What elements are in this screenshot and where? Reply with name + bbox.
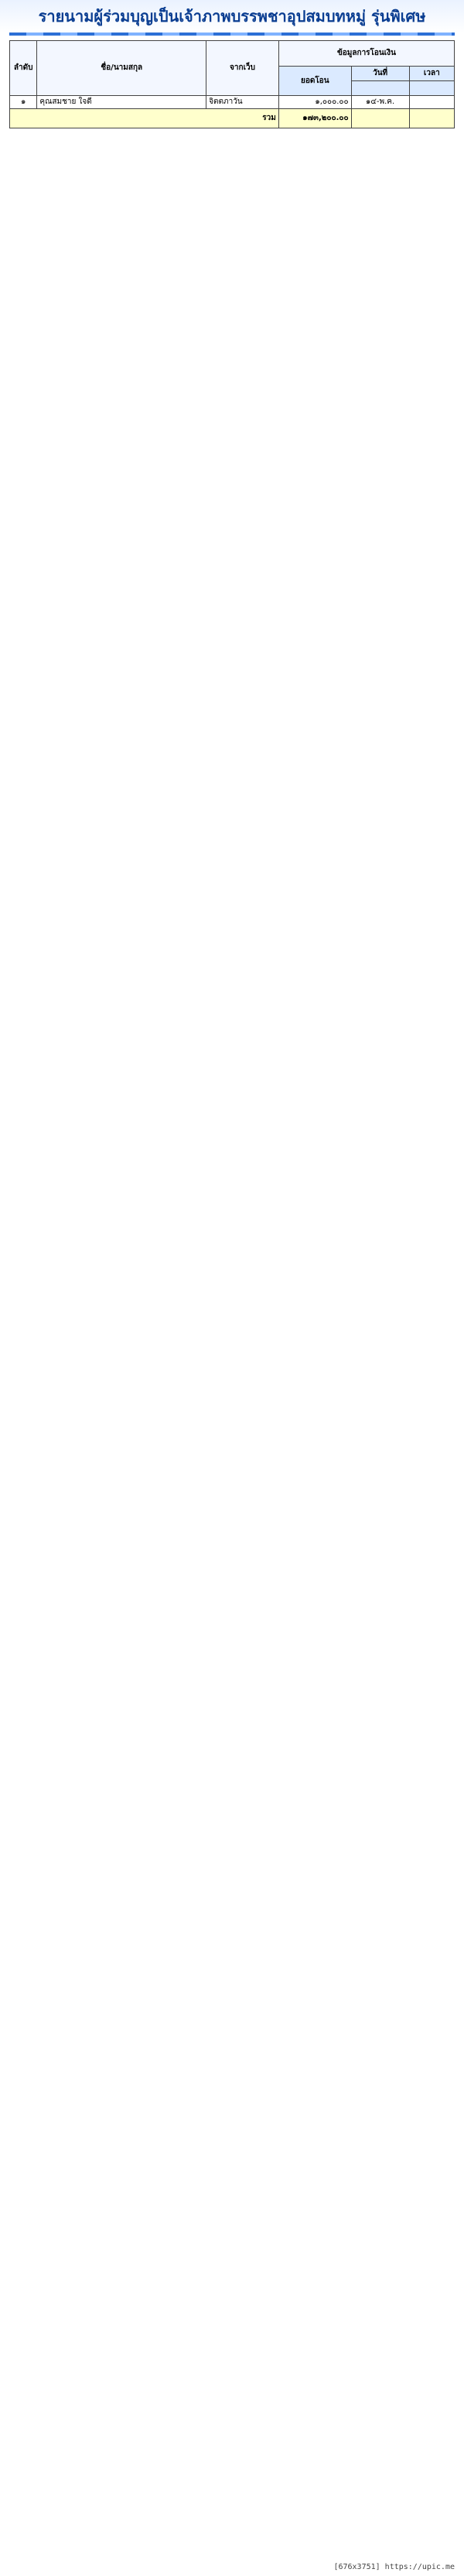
header-row-1 xyxy=(10,41,455,67)
col-header-date: วันที่ xyxy=(351,67,409,81)
table-wrapper xyxy=(0,36,464,128)
col-header-time-sub xyxy=(409,81,454,96)
col-header-amount: ยอดโอน xyxy=(278,67,351,96)
col-header-from: จากเว็บ xyxy=(206,41,279,96)
cell-date: ๑๔-พ.ค. xyxy=(351,96,409,109)
cell-from: จิตตภาวัน xyxy=(206,96,279,109)
total-time-cell xyxy=(409,109,454,128)
table-body xyxy=(10,96,455,109)
cell-time xyxy=(409,96,454,109)
cell-no: ๑ xyxy=(10,96,37,109)
cell-amount: ๑,๐๐๐.๐๐ xyxy=(278,96,351,109)
col-header-group: ข้อมูลการโอนเงิน xyxy=(278,41,454,67)
cell-name: คุณสมชาย ใจดี xyxy=(37,96,206,109)
donor-table xyxy=(9,40,455,128)
total-row xyxy=(10,109,455,128)
total-label: รวม xyxy=(10,109,279,128)
col-header-date-sub xyxy=(351,81,409,96)
col-header-name: ชื่อ/นามสกุล xyxy=(37,41,206,96)
footer-credit: [676x3751] https://upic.me xyxy=(333,2563,455,2571)
total-date-cell xyxy=(351,109,409,128)
col-header-time: เวลา xyxy=(409,67,454,81)
total-amount: ๑๗๓,๒๐๐.๐๐ xyxy=(278,109,351,128)
table-row xyxy=(10,96,455,109)
page-title: รายนามผู้ร่วมบุญเป็นเจ้าภาพบรรพชาอุปสมบทหมู่ รุ่นพิเศษ xyxy=(0,0,464,32)
col-header-no: ลำดับ xyxy=(10,41,37,96)
